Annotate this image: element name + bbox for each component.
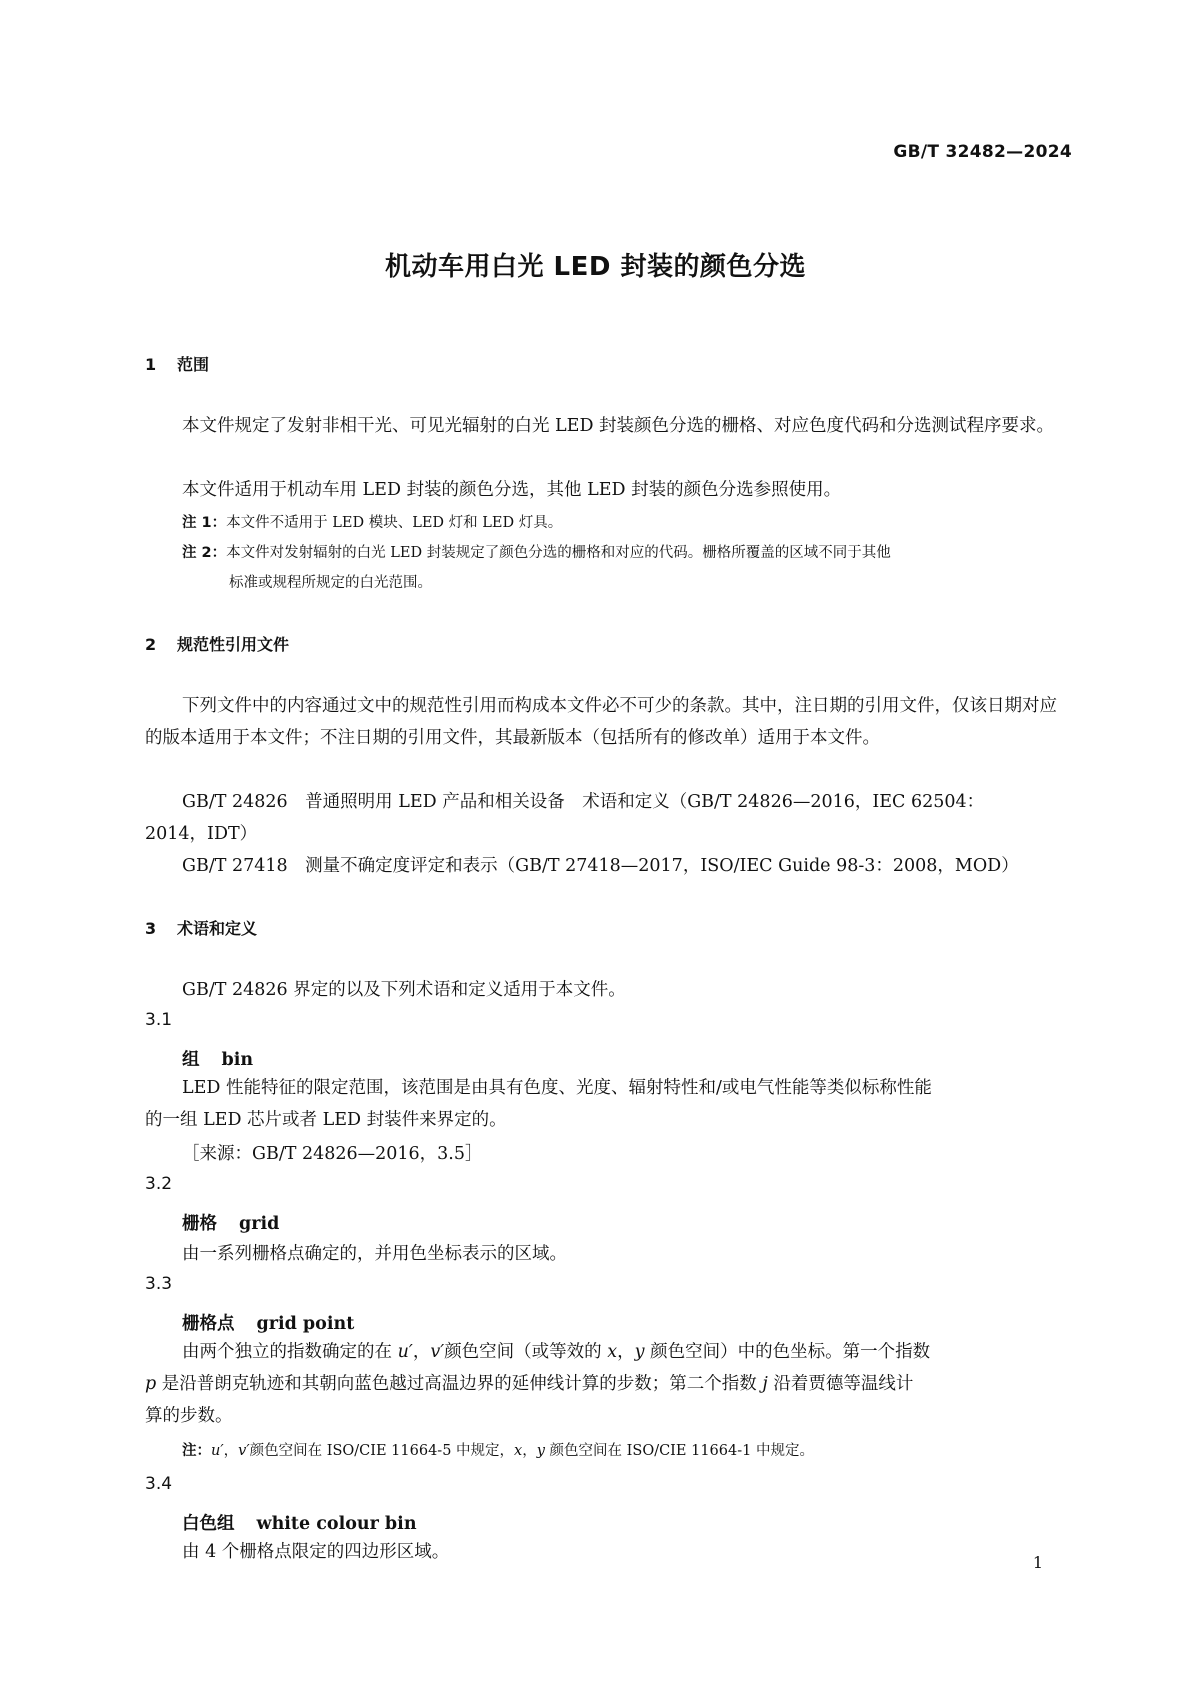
symbol-u-prime: u′: [211, 1443, 224, 1459]
clause-number-3-4: 3.4: [145, 1474, 173, 1494]
text: 由两个独立的指数确定的在: [182, 1342, 398, 1362]
text: 颜色空间（或等效的: [444, 1342, 608, 1362]
text: ，: [223, 1443, 239, 1459]
term-zh: 白色组: [182, 1514, 235, 1534]
reference-gb-t-27418: GB/T 27418 测量不确定度评定和表示（GB/T 27418—2017，ISO/IEC Guide 98-3：2008，MOD）: [182, 856, 1019, 876]
section-number: 1: [145, 355, 157, 374]
scope-note-2-continued: 标准或规程所规定的白光范围。: [229, 575, 432, 591]
term-en: white colour bin: [256, 1514, 417, 1534]
clause-number-3-1: 3.1: [145, 1010, 173, 1030]
reference-gb-t-24826-continued: 2014，IDT）: [145, 824, 258, 844]
text: 颜色空间在 ISO/CIE 11664-1 中规定。: [544, 1443, 814, 1459]
section-number: 3: [145, 919, 157, 938]
term-zh: 栅格点: [182, 1314, 235, 1334]
note-label: 注：: [182, 1443, 211, 1459]
text: ，: [522, 1443, 537, 1459]
scope-note-2: [182, 538, 891, 568]
source-bin: ［来源：GB/T 24826—2016，3.5］: [182, 1144, 483, 1164]
definition-grid-point: [182, 1336, 930, 1368]
term-en: grid: [239, 1214, 280, 1234]
definition-grid-point-line-2: [145, 1368, 913, 1400]
text: ，: [412, 1342, 431, 1362]
clause-number-3-2: 3.2: [145, 1174, 173, 1194]
term-zh: 组: [182, 1050, 200, 1070]
grid-point-note: [182, 1436, 814, 1466]
term-en: bin: [221, 1050, 254, 1070]
note-label: 注 1：: [182, 515, 227, 531]
document-title: 机动车用白光 LED 封装的颜色分选: [384, 252, 806, 282]
symbol-v-prime: v′: [238, 1443, 250, 1459]
symbol-u-prime: u′: [397, 1342, 413, 1362]
term-grid: [182, 1210, 279, 1235]
section-number: 2: [145, 635, 157, 654]
symbol-j: j: [762, 1374, 768, 1394]
scope-paragraph-2: 本文件适用于机动车用 LED 封装的颜色分选，其他 LED 封装的颜色分选参照使用。: [182, 480, 842, 500]
reference-gb-t-24826: GB/T 24826 普通照明用 LED 产品和相关设备 术语和定义（GB/T 24826—2016，IEC 62504：: [182, 792, 985, 812]
symbol-x: x: [514, 1443, 523, 1459]
symbol-y: y: [536, 1443, 545, 1459]
section-2-heading: [145, 632, 289, 655]
text: 是沿普朗克轨迹和其朝向蓝色越过高温边界的延伸线计算的步数；第二个指数: [156, 1374, 763, 1394]
term-zh: 栅格: [182, 1214, 217, 1234]
symbol-p: p: [145, 1374, 157, 1394]
clause-number-3-3: 3.3: [145, 1274, 173, 1294]
definition-white-colour-bin: 由 4 个栅格点限定的四边形区域。: [182, 1542, 450, 1562]
scope-paragraph-1: 本文件规定了发射非相干光、可见光辐射的白光 LED 封装颜色分选的栅格、对应色度代码和分选测试程序要求。: [182, 416, 1055, 436]
section-title: 规范性引用文件: [177, 635, 290, 654]
definition-bin: LED 性能特征的限定范围，该范围是由具有色度、光度、辐射特性和/或电气性能等类似标称性能: [182, 1078, 932, 1098]
page-number: 1: [1032, 1553, 1043, 1572]
section-1-heading: [145, 352, 209, 375]
text: 沿着贾德等温线计: [767, 1374, 914, 1394]
scope-note-1: [182, 508, 562, 538]
definition-grid-point-line-3: 算的步数。: [145, 1406, 233, 1426]
term-bin: [182, 1046, 253, 1071]
section-title: 术语和定义: [177, 919, 258, 938]
text: ，: [617, 1342, 635, 1362]
note-label: 注 2：: [182, 545, 227, 561]
standard-number: GB/T 32482—2024: [893, 142, 1072, 162]
text: 颜色空间在 ISO/CIE 11664-5 中规定，: [249, 1443, 515, 1459]
term-en: grid point: [256, 1314, 355, 1334]
definition-bin-continued: 的一组 LED 芯片或者 LED 封装件来界定的。: [145, 1110, 507, 1130]
section-3-heading: [145, 916, 257, 939]
symbol-y: y: [634, 1342, 645, 1362]
section-title: 范围: [177, 355, 210, 374]
note-text: 本文件不适用于 LED 模块、LED 灯和 LED 灯具。: [226, 515, 563, 531]
note-text: 本文件对发射辐射的白光 LED 封装规定了颜色分选的栅格和对应的代码。栅格所覆盖的区域不同于其他: [226, 545, 891, 561]
terms-intro: GB/T 24826 界定的以及下列术语和定义适用于本文件。: [182, 980, 626, 1000]
term-grid-point: [182, 1310, 354, 1335]
term-white-colour-bin: [182, 1510, 417, 1535]
normative-references-intro: 下列文件中的内容通过文中的规范性引用而构成本文件必不可少的条款。其中，注日期的引用文件，仅该日期对应的版本适用于本文件；不注日期的引用文件，其最新版本（包括所有的修改单）适用于本文件。: [145, 696, 1057, 748]
definition-grid: 由一系列栅格点确定的，并用色坐标表示的区域。: [182, 1244, 567, 1264]
symbol-v-prime: v′: [430, 1342, 445, 1362]
text: 颜色空间）中的色坐标。第一个指数: [644, 1342, 931, 1362]
symbol-x: x: [607, 1342, 618, 1362]
